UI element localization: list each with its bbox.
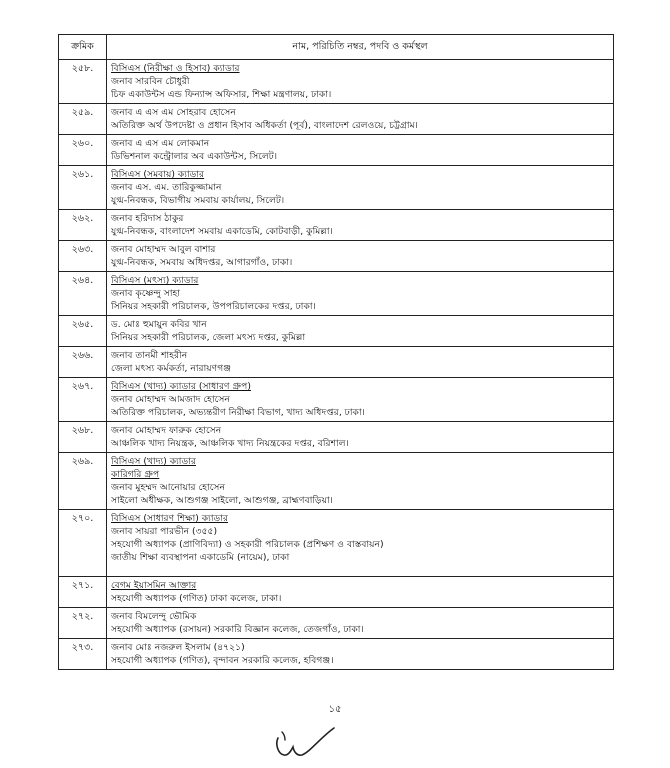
entry-line: সহযোগী অধ্যাপক (প্রাণিবিদ্যা) ও সহকারী পরিচালক (প্রশিক্ষণ ও বাস্তবায়ন) [111,539,384,550]
entry-line: জেলা মৎস্য কর্মকর্তা, নারায়ণগঞ্জ [111,363,232,374]
signature [272,724,342,760]
entry-line: জনাব মোহাম্মদ আমজাদ হোসেন [111,394,230,405]
table-row [59,60,614,104]
entry-line: জনাব মুহম্মদ আনোয়ার হোসেন [111,482,225,493]
serial-number: ২৭০. [59,510,107,577]
entry-line: ড. মোঃ হুমায়ুন কবির খান [111,319,207,330]
serial-number: ২৬০. [59,135,107,166]
serial-number: ২৬৬. [59,347,107,378]
serial-number: ২৬৮. [59,422,107,453]
serial-number: ২৬৪. [59,272,107,316]
serial-number: ২৬২. [59,210,107,241]
serial-number: ২৬৭. [59,378,107,422]
entry-line: জনাব কৃষ্ণেন্দু সাহা [111,288,181,299]
table-row [59,510,614,577]
entry-details [107,135,614,166]
table-row [59,347,614,378]
serial-number: ২৬৯. [59,453,107,510]
entry-line: জনাব এস. এম. তারিকুজ্জামান [111,182,222,193]
entry-line: বিসিএস (খাদ্য) ক্যাডার [111,456,196,467]
entry-details [107,241,614,272]
entry-line: সাইলো অধীক্ষক, আশুগঞ্জ সাইলো, আশুগঞ্জ, ব্রাহ্মণবাড়িয়া। [111,495,333,506]
serial-number: ২৭৩. [59,639,107,670]
table-row [59,272,614,316]
entry-line: বেগম ইয়াসমিন আক্তার [111,580,197,591]
entry-details [107,608,614,639]
entry-details [107,639,614,670]
serial-number: ২৫৯. [59,104,107,135]
table-row [59,422,614,453]
entry-line: জনাব মোঃ নজরুল ইসলাম (৪৭২১) [111,642,245,653]
table-row [59,639,614,670]
entry-line: সিনিয়র সহকারী পরিচালক, উপপরিচালকের দপ্তর, ঢাকা। [111,301,316,312]
entry-line: জনাব এ এস এম লোকমান [111,138,210,149]
entry-details [107,316,614,347]
entry-line: সহযোগী অধ্যাপক (গণিত), বৃন্দাবন সরকারি কলেজ, হবিগঞ্জ। [111,655,334,666]
details-header: নাম, পরিচিতি নম্বর, পদবি ও কর্মস্থল [107,35,614,60]
serial-number: ২৭২. [59,608,107,639]
table-row [59,378,614,422]
entry-details [107,422,614,453]
table-row [59,135,614,166]
table-body [59,60,614,670]
entry-line: বিসিএস (সাধারণ শিক্ষা) ক্যাডার [111,513,228,524]
entry-details [107,166,614,210]
entry-line: জনাব হরিদাস ঠাকুর [111,213,184,224]
entry-line: যুগ্ম-নিবন্ধক, বিভাগীয় সমবায় কার্যালয়, সিলেট। [111,195,285,206]
table-header-row [59,35,614,60]
entry-line: জনাব এ এস এম সোহরাব হোসেন [111,107,236,118]
entry-line: সিনিয়র সহকারী পরিচালক, জেলা মৎস্য দপ্তর, কুমিল্লা [111,332,306,343]
entry-details [107,210,614,241]
entry-details [107,60,614,104]
entry-line: কারিগরি গ্রুপ [111,469,160,480]
entry-line: অতিরিক্ত অর্থ উপদেষ্টা ও প্রধান হিসাব অধিকর্তা (পূর্ব), বাংলাদেশ রেলওয়ে, চট্টগ্রাম। [111,120,418,131]
entry-line: সহযোগী অধ্যাপক (রসায়ন) সরকারি বিজ্ঞান কলেজ, তেজগাঁও, ঢাকা। [111,624,364,635]
entry-line: যুগ্ম-নিবন্ধক, সমবায় অধিদপ্তর, আগারগাঁও, ঢাকা। [111,257,293,268]
entry-line: জাতীয় শিক্ষা ব্যবস্থাপনা একাডেমি (নায়েম), ঢাকা [111,552,290,563]
table-row [59,241,614,272]
entry-line: যুগ্ম-নিবন্ধক, বাংলাদেশ সমবায় একাডেমি, কোটবাড়ী, কুমিল্লা। [111,226,333,237]
entry-details [107,347,614,378]
serial-number: ২৫৮. [59,60,107,104]
entry-line: ডিভিশনাল কন্ট্রোলার অব একাউন্টস, সিলেট। [111,151,278,162]
table-row [59,210,614,241]
serial-header: ক্রমিক [59,35,107,60]
entry-details [107,577,614,608]
entry-line: চিফ একাউন্টস এন্ড ফিন্যান্স অফিসার, শিক্ষা মন্ত্রণালয়, ঢাকা। [111,89,332,100]
entry-line: জনাব মোহাম্মদ আবুল বাশার [111,244,216,255]
entry-line: বিসিএস (নিরীক্ষা ও হিসাব) ক্যাডার [111,63,240,74]
entry-line: বিসিএস (মৎস্য) ক্যাডার [111,275,199,286]
entry-line: জনাব সায়রা পারভীন (৩৫৫) [111,526,218,537]
table-row [59,453,614,510]
serial-number: ২৬১. [59,166,107,210]
entry-line: বিসিএস (খাদ্য) ক্যাডার (সাধারণ গ্রুপ) [111,381,251,392]
entry-details [107,378,614,422]
entry-line: সহযোগী অধ্যাপক (গণিত) ঢাকা কলেজ, ঢাকা। [111,593,282,604]
entry-line: জনাব বিমলেন্দু ভৌমিক [111,611,197,622]
table-row [59,104,614,135]
table-row [59,166,614,210]
entry-line: বিসিএস (সমবায়) ক্যাডার [111,169,205,180]
serial-number: ২৬৩. [59,241,107,272]
entry-line: জনাব সারবিন চৌধুরী [111,76,190,87]
entry-details [107,104,614,135]
serial-number: ২৬৫. [59,316,107,347]
entry-line: জনাব তানমী শাহরীন [111,350,188,361]
officer-list-table [58,34,614,670]
table-row [59,577,614,608]
entry-line: জনাব মোহাম্মদ ফারুক হোসেন [111,425,222,436]
table-row [59,316,614,347]
entry-details [107,453,614,510]
entry-line: আঞ্চলিক খাদ্য নিয়ন্ত্রক, আঞ্চলিক খাদ্য নিয়ন্ত্রকের দপ্তর, বরিশাল। [111,438,349,449]
entry-details [107,272,614,316]
table-row [59,608,614,639]
serial-number: ২৭১. [59,577,107,608]
entry-line: অতিরিক্ত পরিচালক, অভ্যন্তরীণ নিরীক্ষা বিভাগ, খাদ্য অধিদপ্তর, ঢাকা। [111,407,365,418]
page-number: ১৫ [328,704,342,715]
entry-details [107,510,614,577]
